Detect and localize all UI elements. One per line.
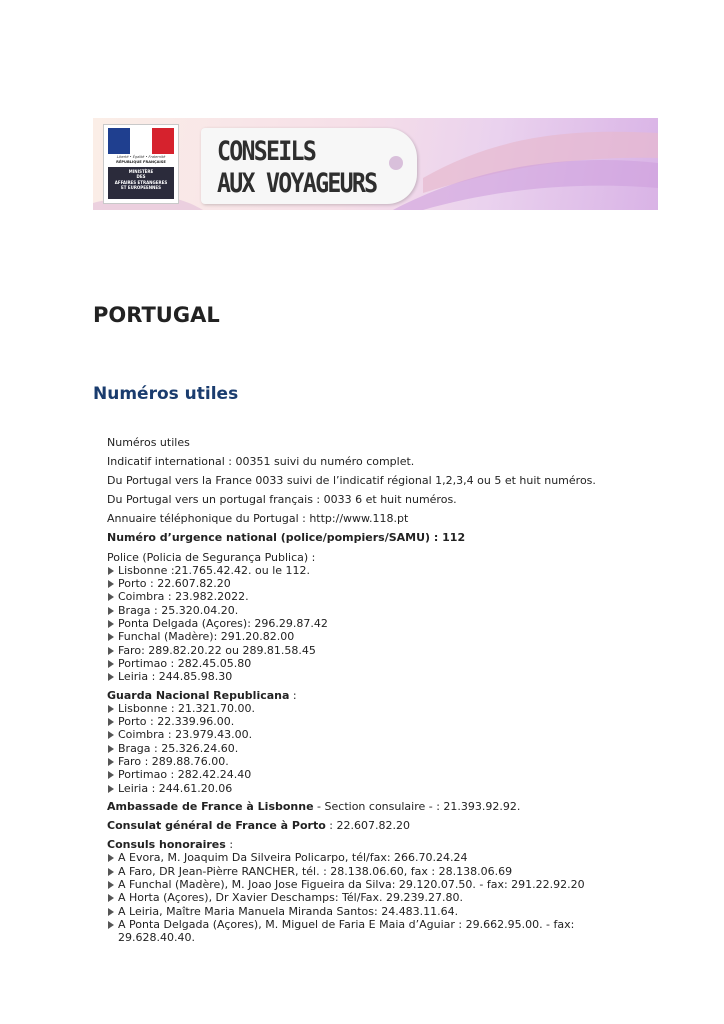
list-item: Lisbonne : 21.321.70.00. (107, 702, 617, 715)
logo-motto: Liberté • Égalité • Fraternité (116, 155, 166, 159)
gnr-heading (107, 689, 617, 702)
list-item: A Leiria, Maître Maria Manuela Miranda Santos: 24.483.11.64. (107, 905, 617, 918)
consuls-heading-rest: : (225, 838, 234, 852)
list-item: Portimao : 282.45.05.80 (107, 657, 617, 670)
intro-line: Numéros utiles (107, 436, 190, 449)
list-item: Braga : 25.320.04.20. (107, 604, 617, 617)
gnr-heading-rest: : (289, 688, 297, 702)
tag-hole (389, 156, 403, 170)
consuls-heading (107, 838, 617, 851)
list-item: Porto : 22.607.82.20 (107, 577, 617, 590)
ministry-line: ET EUROPEENNES (120, 184, 162, 190)
emergency-number: Numéro d’urgence national (police/pompiers/SAMU) : 112 (107, 531, 466, 545)
consuls-heading-bold: Consuls honoraires (107, 838, 226, 852)
intro-line: Du Portugal vers un portugal français : 0033 6 et huit numéros. (107, 493, 457, 507)
list-item: Coimbra : 23.979.43.00. (107, 728, 617, 741)
list-item: Leiria : 244.61.20.06 (107, 782, 617, 795)
banner-title-line2: AUX VOYAGEURS (217, 168, 377, 199)
list-item: Porto : 22.339.96.00. (107, 715, 617, 728)
police-list (107, 564, 617, 684)
gnr-heading-bold: Guarda Nacional Republicana (107, 688, 290, 702)
list-item: A Horta (Açores), Dr Xavier Deschamps: Tél/Fax. 29.239.27.80. (107, 891, 617, 904)
consuls-list (107, 851, 617, 944)
intro-line: Indicatif international : 00351 suivi du numéro complet. (107, 455, 415, 469)
list-item: Lisbonne :21.765.42.42. ou le 112. (107, 564, 617, 577)
banner-title-line1: CONSEILS (217, 136, 316, 167)
consulate-line (107, 819, 617, 832)
ministry-line: AFFAIRES ETRANGERES (114, 179, 168, 185)
banner-tag (201, 128, 417, 204)
french-flag (108, 128, 174, 154)
embassy-detail: - Section consulaire - : 21.393.92.92. (313, 799, 521, 813)
list-item: Portimao : 282.42.24.40 (107, 768, 617, 781)
embassy-name: Ambassade de France à Lisbonne (107, 799, 314, 813)
list-item: A Funchal (Madère), M. Joao Jose Figueira da Silva: 29.120.07.50. - fax: 291.22.92.20 (107, 878, 617, 891)
ministry-line: DES (136, 174, 146, 180)
list-item: Coimbra : 23.982.2022. (107, 590, 617, 603)
list-item: Faro : 289.88.76.00. (107, 755, 617, 768)
list-item: Funchal (Madère): 291.20.82.00 (107, 630, 617, 643)
ministry-line: MINISTÈRE (128, 169, 154, 174)
page-title: PORTUGAL (93, 303, 220, 327)
section-title: Numéros utiles (93, 384, 239, 404)
list-item: Braga : 25.326.24.60. (107, 742, 617, 755)
banner (93, 118, 658, 210)
list-item: Ponta Delgada (Açores): 296.29.87.42 (107, 617, 617, 630)
intro-line: Du Portugal vers la France 0033 suivi de l’indicatif régional 1,2,3,4 ou 5 et huit numéros. (107, 474, 596, 488)
list-item: A Faro, DR Jean-Pièrre RANCHER, tél. : 28.138.06.60, fax : 28.138.06.69 (107, 865, 617, 878)
logo-republic: RÉPUBLIQUE FRANÇAISE (116, 160, 166, 164)
list-item: Leiria : 244.85.98.30 (107, 670, 617, 683)
embassy-line (107, 800, 617, 813)
logo-ministry (108, 167, 174, 199)
list-item: A Ponta Delgada (Açores), M. Miguel de Faria E Maia d’Aguiar : 29.662.95.00. - fax: 29.628.40.40. (107, 918, 617, 945)
consulate-name: Consulat général de France à Porto (107, 819, 326, 832)
consulate-detail: : 22.607.82.20 (325, 819, 410, 832)
content (107, 436, 617, 949)
police-heading: Police (Policia de Segurança Publica) : (107, 550, 316, 564)
ministry-logo (103, 124, 179, 204)
list-item: A Evora, M. Joaquim Da Silveira Policarpo, tél/fax: 266.70.24.24 (107, 851, 617, 864)
intro-line: Annuaire téléphonique du Portugal : http://www.118.pt (107, 512, 409, 526)
gnr-list (107, 702, 617, 795)
list-item: Faro: 289.82.20.22 ou 289.81.58.45 (107, 644, 617, 657)
